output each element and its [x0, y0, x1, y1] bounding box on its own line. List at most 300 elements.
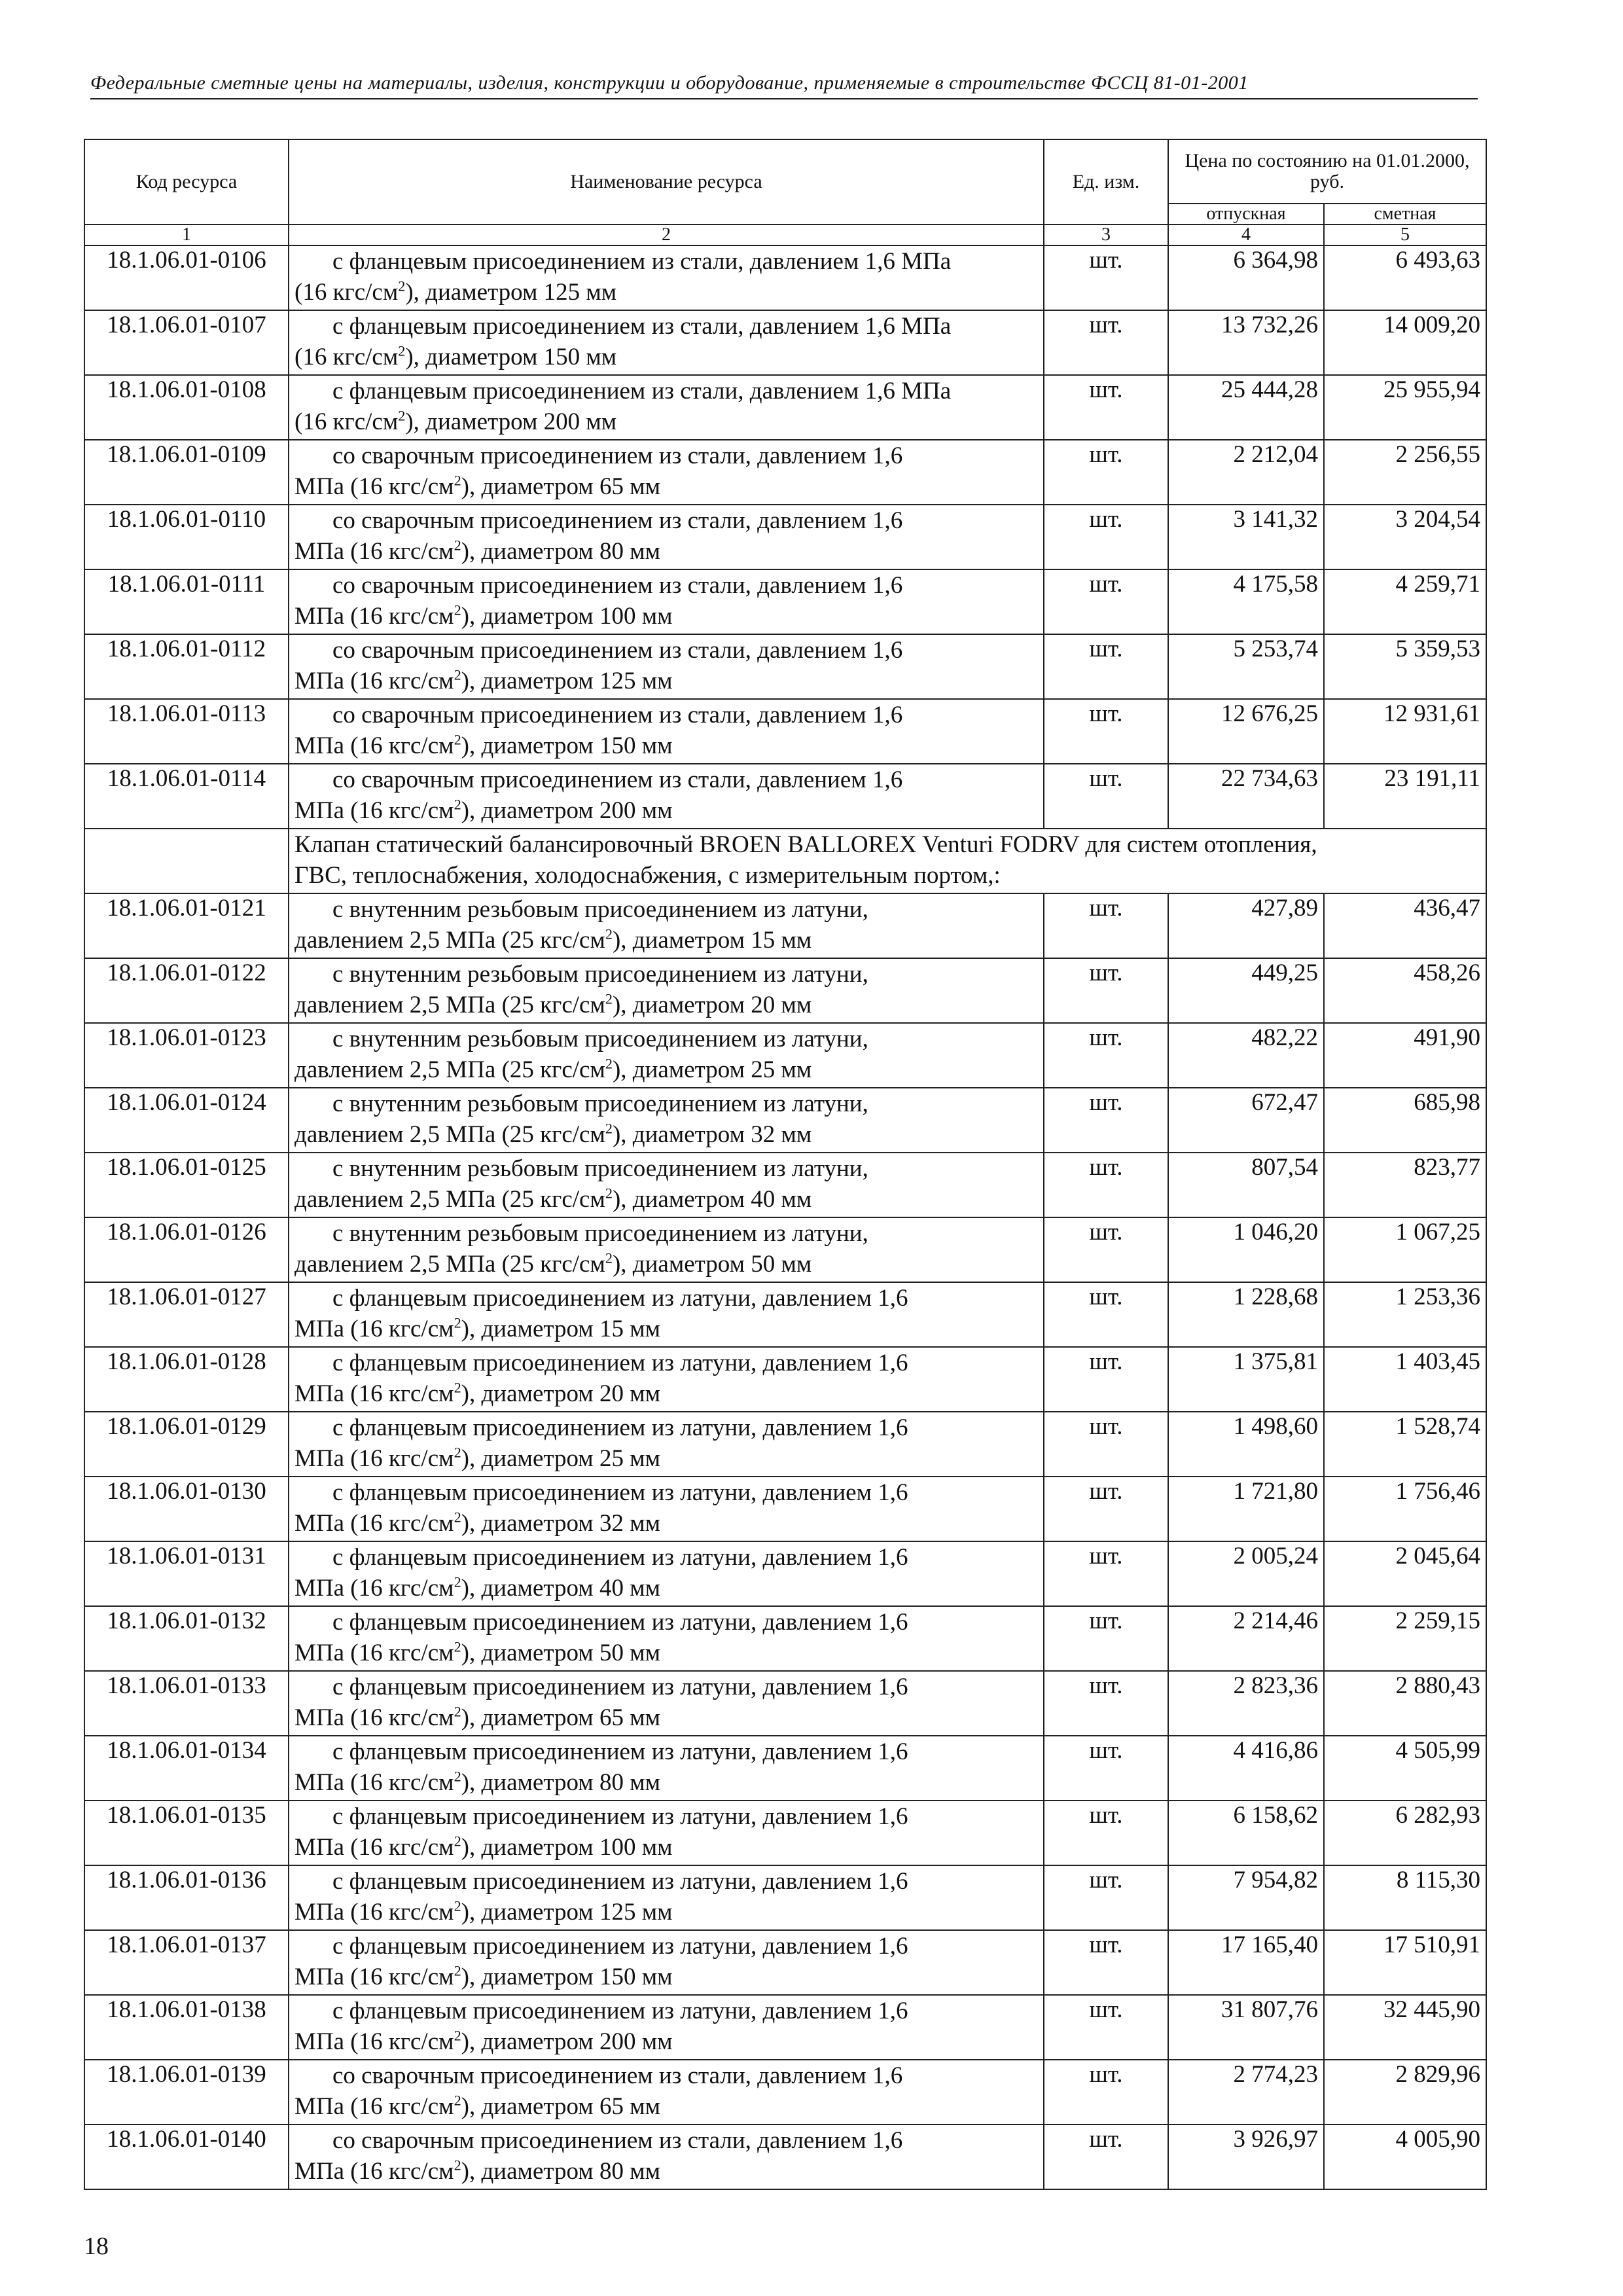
unit: шт. [1044, 1282, 1168, 1347]
resource-name [289, 245, 1044, 310]
resource-code: 18.1.06.01-0113 [84, 699, 289, 764]
resource-name-line2 [294, 1119, 1038, 1150]
release-price: 17 165,40 [1168, 1930, 1324, 1995]
resource-code: 18.1.06.01-0133 [84, 1671, 289, 1736]
resource-name-line1: со сварочным присоединением из стали, давлением 1,6 [332, 766, 903, 793]
resource-name [289, 1930, 1044, 1995]
estimate-price: 2 045,64 [1324, 1541, 1486, 1606]
unit: шт. [1044, 1541, 1168, 1606]
resource-name-text: ), диаметром 80 мм [461, 2158, 661, 2185]
resource-name-line1: с внутенним резьбовым присоединением из латуни, [332, 1026, 868, 1052]
release-price: 672,47 [1168, 1088, 1324, 1153]
estimate-price: 23 191,11 [1324, 764, 1486, 829]
resource-code: 18.1.06.01-0135 [84, 1801, 289, 1865]
estimate-price: 685,98 [1324, 1088, 1486, 1153]
resource-code: 18.1.06.01-0109 [84, 440, 289, 505]
release-price: 1 498,60 [1168, 1412, 1324, 1477]
resource-name-line2 [294, 1249, 1038, 1280]
table-row [84, 1541, 1486, 1606]
resource-name [289, 1477, 1044, 1541]
superscript: 2 [454, 666, 461, 683]
superscript: 2 [454, 1897, 461, 1914]
resource-name-text: МПа (16 кгс/см [294, 1769, 454, 1796]
resource-name-text: МПа (16 кгс/см [294, 668, 454, 694]
unit: шт. [1044, 310, 1168, 375]
resource-code: 18.1.06.01-0138 [84, 1995, 289, 2060]
resource-code: 18.1.06.01-0126 [84, 1217, 289, 1282]
resource-name-line2 [294, 1767, 1038, 1798]
group-heading-line1: Клапан статический балансировочный BROEN BALLOREX Venturi FODRV для систем отопления, [294, 831, 1317, 858]
resource-code: 18.1.06.01-0131 [84, 1541, 289, 1606]
resource-code: 18.1.06.01-0106 [84, 245, 289, 310]
resource-name-line2 [294, 601, 1038, 632]
superscript: 2 [605, 1055, 613, 1072]
resource-name-text: ), диаметром 125 мм [405, 279, 617, 306]
resource-name [289, 1023, 1044, 1088]
resource-code: 18.1.06.01-0110 [84, 505, 289, 569]
release-price: 13 732,26 [1168, 310, 1324, 375]
resource-name-line1: со сварочным присоединением из стали, давлением 1,6 [332, 442, 903, 469]
resource-code: 18.1.06.01-0139 [84, 2060, 289, 2125]
resource-name [289, 958, 1044, 1023]
superscript: 2 [398, 278, 406, 295]
resource-name-line1: со сварочным присоединением из стали, давлением 1,6 [332, 2127, 903, 2154]
table-row [84, 1282, 1486, 1347]
estimate-price: 5 359,53 [1324, 634, 1486, 699]
release-price: 6 364,98 [1168, 245, 1324, 310]
unit: шт. [1044, 1930, 1168, 1995]
resource-name [289, 634, 1044, 699]
estimate-price: 17 510,91 [1324, 1930, 1486, 1995]
resource-name [289, 699, 1044, 764]
resource-name-line1: с фланцевым присоединением из латуни, давлением 1,6 [332, 1674, 908, 1700]
resource-name-text: МПа (16 кгс/см [294, 732, 454, 759]
superscript: 2 [605, 1249, 613, 1266]
release-price: 25 444,28 [1168, 375, 1324, 440]
table-row [84, 440, 1486, 505]
resource-name-line1: с фланцевым присоединением из стали, давлением 1,6 МПа [332, 248, 952, 275]
resource-name-line2 [294, 1573, 1038, 1604]
estimate-price: 6 493,63 [1324, 245, 1486, 310]
unit: шт. [1044, 1153, 1168, 1217]
release-price: 807,54 [1168, 1153, 1324, 1217]
resource-code: 18.1.06.01-0125 [84, 1153, 289, 1217]
unit: шт. [1044, 1023, 1168, 1088]
unit: шт. [1044, 440, 1168, 505]
resource-code: 18.1.06.01-0130 [84, 1477, 289, 1541]
table-row [84, 1347, 1486, 1412]
resource-name [289, 1865, 1044, 1930]
unit: шт. [1044, 375, 1168, 440]
resource-name-text: ), диаметром 32 мм [612, 1121, 812, 1148]
release-price: 2 774,23 [1168, 2060, 1324, 2125]
resource-name-text: МПа (16 кгс/см [294, 1704, 454, 1731]
table-row [84, 1865, 1486, 1930]
estimate-price: 2 256,55 [1324, 440, 1486, 505]
table-row [84, 310, 1486, 375]
header-price-group: Цена по состоянию на 01.01.2000, руб. [1168, 139, 1486, 204]
resource-name [289, 1217, 1044, 1282]
resource-name-text: ), диаметром 150 мм [405, 344, 617, 370]
unit: шт. [1044, 2125, 1168, 2189]
table-row [84, 1412, 1486, 1477]
superscript: 2 [454, 1314, 461, 1331]
header-code: Код ресурса [84, 139, 289, 224]
unit: шт. [1044, 1412, 1168, 1477]
resource-name-text: ), диаметром 200 мм [461, 2028, 673, 2055]
superscript: 2 [454, 2027, 461, 2044]
table-row [84, 634, 1486, 699]
unit: шт. [1044, 1347, 1168, 1412]
unit: шт. [1044, 1088, 1168, 1153]
resource-name-text: ), диаметром 200 мм [405, 408, 617, 435]
unit: шт. [1044, 1671, 1168, 1736]
table-row [84, 1736, 1486, 1801]
superscript: 2 [398, 342, 406, 359]
resource-name-text: ), диаметром 40 мм [461, 1575, 661, 1602]
release-price: 482,22 [1168, 1023, 1324, 1088]
resource-name-text: (16 кгс/см [294, 279, 399, 306]
resource-name-line2 [294, 1443, 1038, 1474]
resource-name [289, 2125, 1044, 2189]
resource-name-text: МПа (16 кгс/см [294, 473, 454, 500]
resource-name-text: МПа (16 кгс/см [294, 1899, 454, 1926]
resource-code: 18.1.06.01-0134 [84, 1736, 289, 1801]
resource-code: 18.1.06.01-0123 [84, 1023, 289, 1088]
resource-name-line1: со сварочным присоединением из стали, давлением 1,6 [332, 507, 903, 534]
resource-name-text: ), диаметром 100 мм [461, 1834, 673, 1861]
estimate-price: 1 756,46 [1324, 1477, 1486, 1541]
resource-name [289, 1412, 1044, 1477]
resource-name-text: ), диаметром 15 мм [612, 927, 812, 954]
resource-name [289, 1153, 1044, 1217]
release-price: 5 253,74 [1168, 634, 1324, 699]
release-price: 31 807,76 [1168, 1995, 1324, 2060]
resource-code: 18.1.06.01-0127 [84, 1282, 289, 1347]
unit: шт. [1044, 1736, 1168, 1801]
resource-name-line2 [294, 342, 1038, 372]
unit: шт. [1044, 2060, 1168, 2125]
release-price: 1 375,81 [1168, 1347, 1324, 1412]
resource-name-text: давлением 2,5 МПа (25 кгс/см [294, 927, 605, 954]
resource-name-text: МПа (16 кгс/см [294, 1445, 454, 1472]
unit: шт. [1044, 1801, 1168, 1865]
resource-name-text: ), диаметром 65 мм [461, 1704, 661, 1731]
resource-code: 18.1.06.01-0107 [84, 310, 289, 375]
resource-name-text: ), диаметром 65 мм [461, 2093, 661, 2120]
table-row [84, 1930, 1486, 1995]
resource-name-text: ), диаметром 150 мм [461, 732, 673, 759]
resource-name-line1: с фланцевым присоединением из стали, давлением 1,6 МПа [332, 378, 952, 404]
resource-name-line1: с фланцевым присоединением из латуни, давлением 1,6 [332, 1868, 908, 1895]
resource-name-text: МПа (16 кгс/см [294, 1640, 454, 1666]
page-number: 18 [84, 2233, 109, 2260]
superscript: 2 [454, 1768, 461, 1785]
resource-name-line2 [294, 536, 1038, 567]
release-price: 427,89 [1168, 893, 1324, 958]
resource-code: 18.1.06.01-0112 [84, 634, 289, 699]
resource-name-line1: с фланцевым присоединением из латуни, давлением 1,6 [332, 1544, 908, 1571]
resource-name-text: ), диаметром 40 мм [612, 1186, 812, 1213]
resource-name-line2 [294, 2026, 1038, 2057]
estimate-price: 458,26 [1324, 958, 1486, 1023]
resource-name-text: МПа (16 кгс/см [294, 603, 454, 630]
superscript: 2 [605, 1120, 613, 1137]
table-row [84, 1217, 1486, 1282]
resource-code: 18.1.06.01-0140 [84, 2125, 289, 2189]
resource-code: 18.1.06.01-0122 [84, 958, 289, 1023]
header-release-price: отпускная [1168, 204, 1324, 224]
resource-name [289, 1541, 1044, 1606]
estimate-price: 1 253,36 [1324, 1282, 1486, 1347]
resource-name-line2 [294, 406, 1038, 437]
release-price: 4 175,58 [1168, 569, 1324, 634]
resource-name-text: давлением 2,5 МПа (25 кгс/см [294, 1186, 605, 1213]
resource-code: 18.1.06.01-0124 [84, 1088, 289, 1153]
header-estimate-price: сметная [1324, 204, 1486, 224]
estimate-price: 3 204,54 [1324, 505, 1486, 569]
table-body-steel [84, 245, 1486, 829]
estimate-price: 4 005,90 [1324, 2125, 1486, 2189]
release-price: 2 005,24 [1168, 1541, 1324, 1606]
resource-name [289, 1801, 1044, 1865]
unit: шт. [1044, 1865, 1168, 1930]
resource-name [289, 1282, 1044, 1347]
resource-name-line2 [294, 2156, 1038, 2187]
estimate-price: 32 445,90 [1324, 1995, 1486, 2060]
estimate-price: 12 931,61 [1324, 699, 1486, 764]
resource-name-text: ), диаметром 80 мм [461, 538, 661, 565]
resource-name-line2 [294, 1508, 1038, 1539]
table-row [84, 1671, 1486, 1736]
unit: шт. [1044, 634, 1168, 699]
resource-name-line2 [294, 277, 1038, 308]
resource-name [289, 1671, 1044, 1736]
release-price: 2 823,36 [1168, 1671, 1324, 1736]
estimate-price: 1 528,74 [1324, 1412, 1486, 1477]
column-number: 1 [84, 224, 289, 245]
resource-name [289, 440, 1044, 505]
resource-name-line1: со сварочным присоединением из стали, давлением 1,6 [332, 2062, 903, 2089]
release-price: 22 734,63 [1168, 764, 1324, 829]
superscript: 2 [454, 601, 461, 619]
resource-name-text: ), диаметром 32 мм [461, 1510, 661, 1537]
resource-name-line1: с фланцевым присоединением из латуни, давлением 1,6 [332, 1998, 908, 2024]
superscript: 2 [454, 1444, 461, 1461]
resource-name-line1: с фланцевым присоединением из латуни, давлением 1,6 [332, 1738, 908, 1765]
resource-name-line2 [294, 471, 1038, 502]
release-price: 6 158,62 [1168, 1801, 1324, 1865]
header-unit: Ед. изм. [1044, 139, 1168, 224]
resource-code: 18.1.06.01-0136 [84, 1865, 289, 1930]
resource-name-line2 [294, 795, 1038, 826]
resource-name-text: давлением 2,5 МПа (25 кгс/см [294, 1056, 605, 1083]
estimate-price: 2 880,43 [1324, 1671, 1486, 1736]
release-price: 1 046,20 [1168, 1217, 1324, 1282]
resource-name-line1: с фланцевым присоединением из латуни, давлением 1,6 [332, 1803, 908, 1830]
table-row [84, 1801, 1486, 1865]
resource-name-text: МПа (16 кгс/см [294, 1575, 454, 1602]
table-row [84, 1477, 1486, 1541]
resource-name-line1: со сварочным присоединением из стали, давлением 1,6 [332, 702, 903, 728]
superscript: 2 [454, 1509, 461, 1526]
estimate-price: 2 829,96 [1324, 2060, 1486, 2125]
superscript: 2 [454, 2092, 461, 2109]
group-heading [289, 829, 1486, 893]
resource-code: 18.1.06.01-0137 [84, 1930, 289, 1995]
resource-name-text: МПа (16 кгс/см [294, 538, 454, 565]
column-number: 5 [1324, 224, 1486, 245]
resource-name-line1: с внутенним резьбовым присоединением из латуни, [332, 896, 868, 923]
superscript: 2 [454, 1573, 461, 1590]
resource-name-text: ), диаметром 25 мм [461, 1445, 661, 1472]
table-row [84, 569, 1486, 634]
resource-name-line2 [294, 990, 1038, 1020]
release-price: 12 676,25 [1168, 699, 1324, 764]
resource-name-line2 [294, 730, 1038, 761]
resource-name [289, 1606, 1044, 1671]
resource-name-text: ), диаметром 15 мм [461, 1316, 661, 1342]
table-row [84, 893, 1486, 958]
resource-name [289, 2060, 1044, 2125]
resource-name-text: МПа (16 кгс/см [294, 2158, 454, 2185]
resource-name-line1: с фланцевым присоединением из латуни, давлением 1,6 [332, 1479, 908, 1506]
resource-name-text: ), диаметром 25 мм [612, 1056, 812, 1083]
resource-name-text: ), диаметром 65 мм [461, 473, 661, 500]
table-row [84, 2060, 1486, 2125]
table-row [84, 245, 1486, 310]
resource-name-line2 [294, 1962, 1038, 1992]
resource-name-text: ), диаметром 100 мм [461, 603, 673, 630]
release-price: 2 212,04 [1168, 440, 1324, 505]
resource-name-text: ), диаметром 80 мм [461, 1769, 661, 1796]
resource-name-text: МПа (16 кгс/см [294, 1834, 454, 1861]
resource-name-text: МПа (16 кгс/см [294, 1964, 454, 1990]
resource-name [289, 569, 1044, 634]
resource-name-line1: с внутенним резьбовым присоединением из латуни, [332, 1090, 868, 1117]
resource-name-line1: с внутенним резьбовым присоединением из латуни, [332, 961, 868, 988]
resource-name-text: ), диаметром 20 мм [612, 992, 812, 1018]
superscript: 2 [605, 1185, 613, 1202]
unit: шт. [1044, 958, 1168, 1023]
table-row [84, 1995, 1486, 2060]
resource-name [289, 1347, 1044, 1412]
resource-name-text: ), диаметром 200 мм [461, 797, 673, 824]
superscript: 2 [454, 472, 461, 489]
resource-code: 18.1.06.01-0121 [84, 893, 289, 958]
unit: шт. [1044, 505, 1168, 569]
superscript: 2 [454, 1379, 461, 1396]
column-number: 2 [289, 224, 1044, 245]
resource-name-line2 [294, 666, 1038, 696]
estimate-price: 1 403,45 [1324, 1347, 1486, 1412]
resource-name-text: ), диаметром 125 мм [461, 668, 673, 694]
release-price: 3 926,97 [1168, 2125, 1324, 2189]
column-number: 4 [1168, 224, 1324, 245]
resource-code: 18.1.06.01-0108 [84, 375, 289, 440]
resource-name-text: ), диаметром 150 мм [461, 1964, 673, 1990]
release-price: 7 954,82 [1168, 1865, 1324, 1930]
resource-name-line1: с фланцевым присоединением из латуни, давлением 1,6 [332, 1350, 908, 1376]
table-row [84, 1088, 1486, 1153]
resource-name-line2 [294, 1314, 1038, 1344]
resource-name-line1: со сварочным присоединением из стали, давлением 1,6 [332, 637, 903, 664]
resource-name-text: давлением 2,5 МПа (25 кгс/см [294, 1251, 605, 1278]
superscript: 2 [454, 796, 461, 813]
resource-name-text: ), диаметром 50 мм [612, 1251, 812, 1278]
superscript: 2 [454, 2157, 461, 2174]
superscript: 2 [605, 990, 613, 1007]
resource-name-line2 [294, 2091, 1038, 2122]
resource-code: 18.1.06.01-0132 [84, 1606, 289, 1671]
price-table [84, 139, 1487, 2190]
resource-name-text: давлением 2,5 МПа (25 кгс/см [294, 1121, 605, 1148]
release-price: 2 214,46 [1168, 1606, 1324, 1671]
resource-name-text: МПа (16 кгс/см [294, 1510, 454, 1537]
unit: шт. [1044, 569, 1168, 634]
unit: шт. [1044, 699, 1168, 764]
resource-name-text: МПа (16 кгс/см [294, 2093, 454, 2120]
resource-name-text: (16 кгс/см [294, 408, 399, 435]
unit: шт. [1044, 893, 1168, 958]
resource-name-text: ), диаметром 20 мм [461, 1380, 661, 1407]
group-heading-line2: ГВС, теплоснабжения, холодоснабжения, с измерительным портом,: [294, 862, 1001, 889]
table-row [84, 699, 1486, 764]
estimate-price: 8 115,30 [1324, 1865, 1486, 1930]
estimate-price: 1 067,25 [1324, 1217, 1486, 1282]
resource-name-line1: с фланцевым присоединением из латуни, давлением 1,6 [332, 1414, 908, 1441]
estimate-price: 491,90 [1324, 1023, 1486, 1088]
unit: шт. [1044, 1606, 1168, 1671]
resource-name-text: МПа (16 кгс/см [294, 1316, 454, 1342]
release-price: 1 721,80 [1168, 1477, 1324, 1541]
resource-code: 18.1.06.01-0111 [84, 569, 289, 634]
resource-name-text: МПа (16 кгс/см [294, 797, 454, 824]
superscript: 2 [398, 407, 406, 424]
resource-name-line1: с фланцевым присоединением из стали, давлением 1,6 МПа [332, 313, 952, 340]
superscript: 2 [454, 1833, 461, 1850]
table-row [84, 375, 1486, 440]
resource-name-line2 [294, 1054, 1038, 1085]
resource-name [289, 1995, 1044, 2060]
superscript: 2 [454, 1703, 461, 1720]
resource-name-text: (16 кгс/см [294, 344, 399, 370]
unit: шт. [1044, 245, 1168, 310]
resource-name-line1: с фланцевым присоединением из латуни, давлением 1,6 [332, 1609, 908, 1636]
superscript: 2 [454, 537, 461, 554]
header-name: Наименование ресурса [289, 139, 1044, 224]
estimate-price: 823,77 [1324, 1153, 1486, 1217]
resource-name-line2 [294, 1832, 1038, 1863]
unit: шт. [1044, 1217, 1168, 1282]
unit: шт. [1044, 764, 1168, 829]
resource-name-line1: со сварочным присоединением из стали, давлением 1,6 [332, 572, 903, 599]
resource-name [289, 764, 1044, 829]
superscript: 2 [454, 1638, 461, 1655]
resource-name-line1: с внутенним резьбовым присоединением из латуни, [332, 1155, 868, 1182]
resource-name-text: ), диаметром 50 мм [461, 1640, 661, 1666]
resource-name-line1: с фланцевым присоединением из латуни, давлением 1,6 [332, 1285, 908, 1312]
resource-code: 18.1.06.01-0129 [84, 1412, 289, 1477]
group-code-cell [84, 829, 289, 893]
table-row [84, 1153, 1486, 1217]
running-header: Федеральные сметные цены на материалы, изделия, конструкции и оборудование, применяемые в строительстве ФССЦ 81-01-2001 [90, 72, 1478, 99]
estimate-price: 4 259,71 [1324, 569, 1486, 634]
resource-name [289, 310, 1044, 375]
superscript: 2 [454, 1962, 461, 1979]
resource-name-line2 [294, 1184, 1038, 1215]
estimate-price: 25 955,94 [1324, 375, 1486, 440]
